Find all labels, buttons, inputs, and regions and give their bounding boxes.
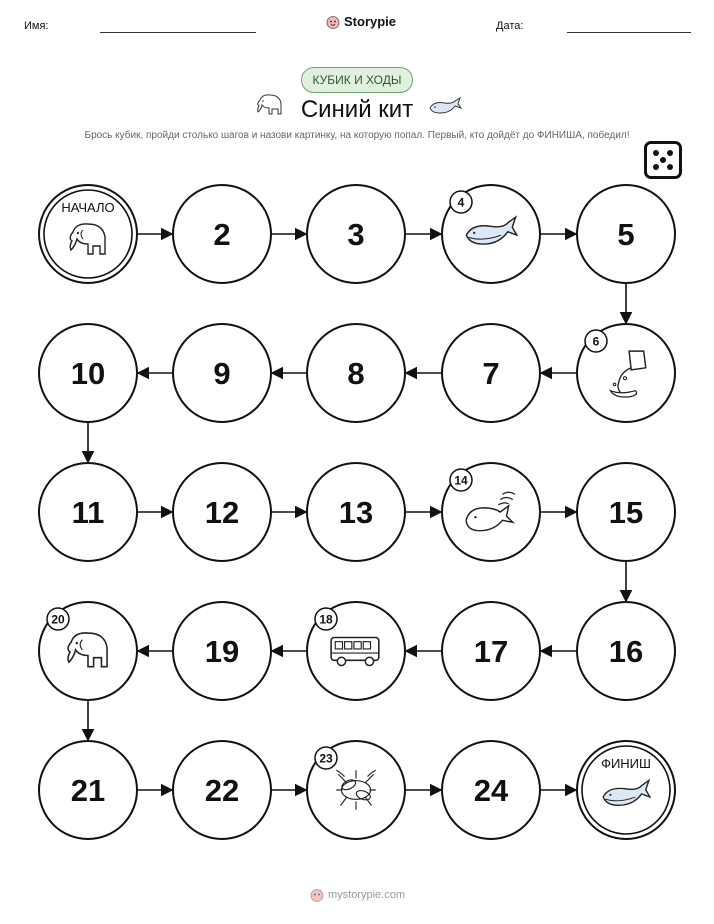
game-type-badge: КУБИК И ХОДЫ bbox=[301, 67, 413, 93]
storypie-mascot-icon bbox=[310, 888, 324, 902]
cell-number: 2 bbox=[213, 217, 231, 252]
instructions: Брось кубик, пройди столько шагов и назови картинку, на которую попал. Первый, кто дойдёт до ФИНИША, победил! bbox=[84, 130, 630, 141]
board-cell-20 bbox=[39, 602, 137, 700]
board-cell-9 bbox=[173, 324, 271, 422]
cell-number: 10 bbox=[70, 356, 106, 391]
board-cell-10 bbox=[39, 324, 137, 422]
cell-number: 18 bbox=[319, 612, 333, 627]
board-cell-17 bbox=[442, 602, 540, 700]
board-cell-5 bbox=[577, 185, 675, 283]
finish-label: ФИНИШ bbox=[601, 756, 651, 771]
board-cell-3 bbox=[307, 185, 405, 283]
cell-number: 4 bbox=[457, 195, 465, 210]
page-title: Синий кит bbox=[300, 96, 414, 123]
board-cell-1 bbox=[39, 185, 137, 283]
board-cell-21 bbox=[39, 741, 137, 839]
board-cell-19 bbox=[173, 602, 271, 700]
cell-number: 22 bbox=[204, 773, 240, 808]
cell-number: 19 bbox=[204, 634, 240, 669]
board-cells bbox=[39, 185, 675, 839]
name-label: Имя: bbox=[24, 20, 49, 32]
cell-number: 20 bbox=[51, 612, 65, 627]
board-cell-25 bbox=[577, 741, 675, 839]
board-cell-14 bbox=[442, 463, 540, 561]
board-cell-24 bbox=[442, 741, 540, 839]
board-cell-23 bbox=[307, 741, 405, 839]
cell-number: 23 bbox=[319, 751, 333, 766]
cell-number: 14 bbox=[454, 473, 468, 488]
cell-number: 9 bbox=[213, 356, 231, 391]
cell-number: 3 bbox=[347, 217, 365, 252]
cell-number: 24 bbox=[473, 773, 509, 808]
board-cell-2 bbox=[173, 185, 271, 283]
cell-number: 12 bbox=[204, 495, 240, 530]
board-cell-4 bbox=[442, 185, 540, 283]
cell-number: 11 bbox=[71, 495, 105, 530]
board-cell-22 bbox=[173, 741, 271, 839]
footer-url: mystorypie.com bbox=[328, 889, 406, 901]
start-label: НАЧАЛО bbox=[61, 200, 115, 215]
date-label: Дата: bbox=[496, 20, 524, 32]
cell-number: 15 bbox=[608, 495, 644, 530]
board-cell-18 bbox=[307, 602, 405, 700]
board-cell-16 bbox=[577, 602, 675, 700]
board-cell-15 bbox=[577, 463, 675, 561]
board-cell-8 bbox=[307, 324, 405, 422]
cell-number: 5 bbox=[617, 217, 635, 252]
board-cell-11 bbox=[39, 463, 137, 561]
brand-name: Storypie bbox=[344, 14, 397, 29]
board-cell-7 bbox=[442, 324, 540, 422]
board-cell-6 bbox=[577, 324, 675, 422]
cell-number: 7 bbox=[482, 356, 500, 391]
cell-number: 21 bbox=[70, 773, 106, 808]
cell-number: 16 bbox=[608, 634, 644, 669]
cell-number: 17 bbox=[473, 634, 509, 669]
board-cell-12 bbox=[173, 463, 271, 561]
footer bbox=[310, 888, 405, 902]
cell-number: 6 bbox=[592, 334, 600, 349]
cell-number: 13 bbox=[338, 495, 374, 530]
cell-number: 8 bbox=[347, 356, 365, 391]
board-cell-13 bbox=[307, 463, 405, 561]
